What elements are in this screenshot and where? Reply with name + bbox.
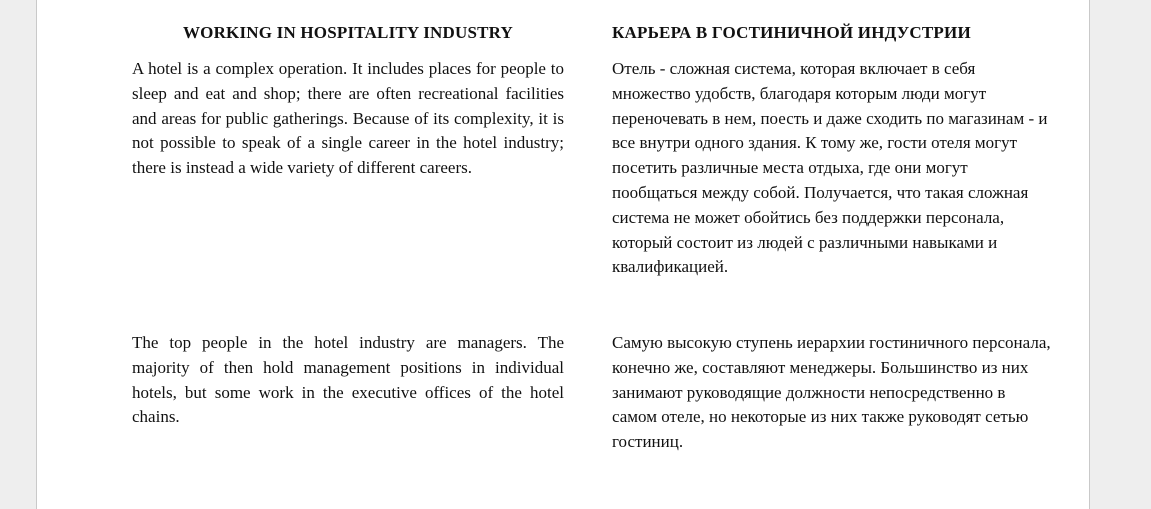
english-paragraph-1: A hotel is a complex operation. It includes places for people to sleep and eat and shop; there are often recreational facilities and areas for public gatherings. Because of its complexity, it is not possible to speak of a single career in the hotel industry; there is instead a wide variety of different careers. bbox=[132, 59, 564, 178]
russian-heading: КАРЬЕРА В ГОСТИНИЧНОЙ ИНДУСТРИИ bbox=[612, 23, 971, 42]
russian-paragraph-2: Самую высокую ступень иерархии гостиничного персонала, конечно же, составляют менеджеры. Большинство из них занимают руководящие должности непосредственно в самом отеле, но некоторые из них также руководят сетью гостиниц. bbox=[612, 333, 1051, 452]
russian-paragraph-1: Отель - сложная система, которая включает в себя множество удобств, благодаря которым люди могут переночевать в нем, поесть и даже сходить по магазинам - и все внутри одного здания. К тому же, гости отеля могут посетить различные места отдыха, где они могут пообщаться между собой. Получается, что такая сложная система не может обойтись без поддержки персонала, который состоит из людей с различными навыками и квалификацией. bbox=[612, 59, 1048, 277]
document-page bbox=[36, 0, 1090, 509]
english-paragraph-2: The top people in the hotel industry are managers. The majority of then hold management positions in individual hotels, but some work in the executive offices of the hotel chains. bbox=[132, 333, 564, 427]
english-heading: WORKING IN HOSPITALITY INDUSTRY bbox=[182, 23, 514, 42]
